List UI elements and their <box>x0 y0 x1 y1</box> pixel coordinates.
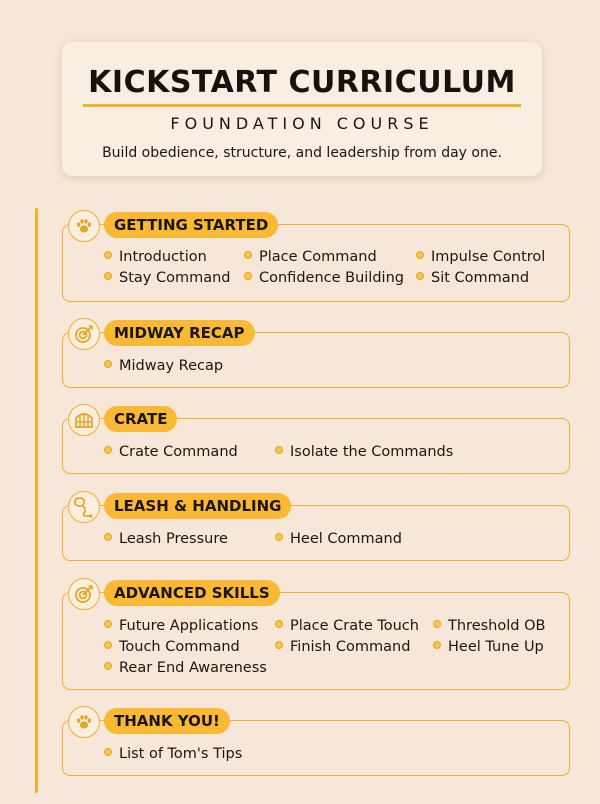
bullet-icon <box>104 533 112 541</box>
list-item: List of Tom's Tips <box>104 745 242 763</box>
list-item: Leash Pressure <box>104 530 228 548</box>
bullet-icon <box>104 272 112 280</box>
list-item: Sit Command <box>416 269 529 287</box>
list-item: Confidence Building <box>244 269 404 287</box>
target-icon <box>68 578 100 610</box>
list-item: Place Crate Touch <box>275 617 419 635</box>
bullet-icon <box>104 748 112 756</box>
bullet-icon <box>104 360 112 368</box>
page-subtitle: FOUNDATION COURSE <box>170 114 434 133</box>
bullet-icon <box>104 251 112 259</box>
timeline-line <box>35 208 38 793</box>
list-item: Finish Command <box>275 638 410 656</box>
crate-icon <box>68 404 100 436</box>
bullet-icon <box>104 446 112 454</box>
list-item: Place Command <box>244 248 377 266</box>
section-title: MIDWAY RECAP <box>104 320 255 346</box>
list-item: Touch Command <box>104 638 240 656</box>
page-tagline: Build obedience, structure, and leadership from day one. <box>102 145 502 161</box>
list-item: Future Applications <box>104 617 258 635</box>
list-item: Midway Recap <box>104 357 223 375</box>
leash-icon <box>68 491 100 523</box>
section-title: ADVANCED SKILLS <box>104 580 280 606</box>
paw-icon <box>68 210 100 242</box>
list-item: Heel Tune Up <box>433 638 544 656</box>
list-item: Threshold OB <box>433 617 545 635</box>
section-title: CRATE <box>104 406 177 432</box>
bullet-icon <box>275 620 283 628</box>
list-item: Impulse Control <box>416 248 545 266</box>
list-item: Stay Command <box>104 269 231 287</box>
header-card <box>62 42 542 176</box>
bullet-icon <box>104 620 112 628</box>
list-item: Introduction <box>104 248 207 266</box>
bullet-icon <box>275 641 283 649</box>
title-underline <box>83 104 521 107</box>
list-item: Heel Command <box>275 530 402 548</box>
bullet-icon <box>244 272 252 280</box>
target-icon <box>68 318 100 350</box>
bullet-icon <box>275 533 283 541</box>
bullet-icon <box>416 272 424 280</box>
bullet-icon <box>275 446 283 454</box>
section-title: LEASH & HANDLING <box>104 493 291 519</box>
section-title: GETTING STARTED <box>104 212 278 238</box>
list-item: Isolate the Commands <box>275 443 453 461</box>
bullet-icon <box>416 251 424 259</box>
bullet-icon <box>104 662 112 670</box>
bullet-icon <box>433 641 441 649</box>
page-title: KICKSTART CURRICULUM <box>88 65 516 100</box>
bullet-icon <box>433 620 441 628</box>
list-item: Rear End Awareness <box>104 659 267 677</box>
paw-icon <box>68 706 100 738</box>
bullet-icon <box>244 251 252 259</box>
section-title: THANK YOU! <box>104 708 230 734</box>
list-item: Crate Command <box>104 443 238 461</box>
bullet-icon <box>104 641 112 649</box>
